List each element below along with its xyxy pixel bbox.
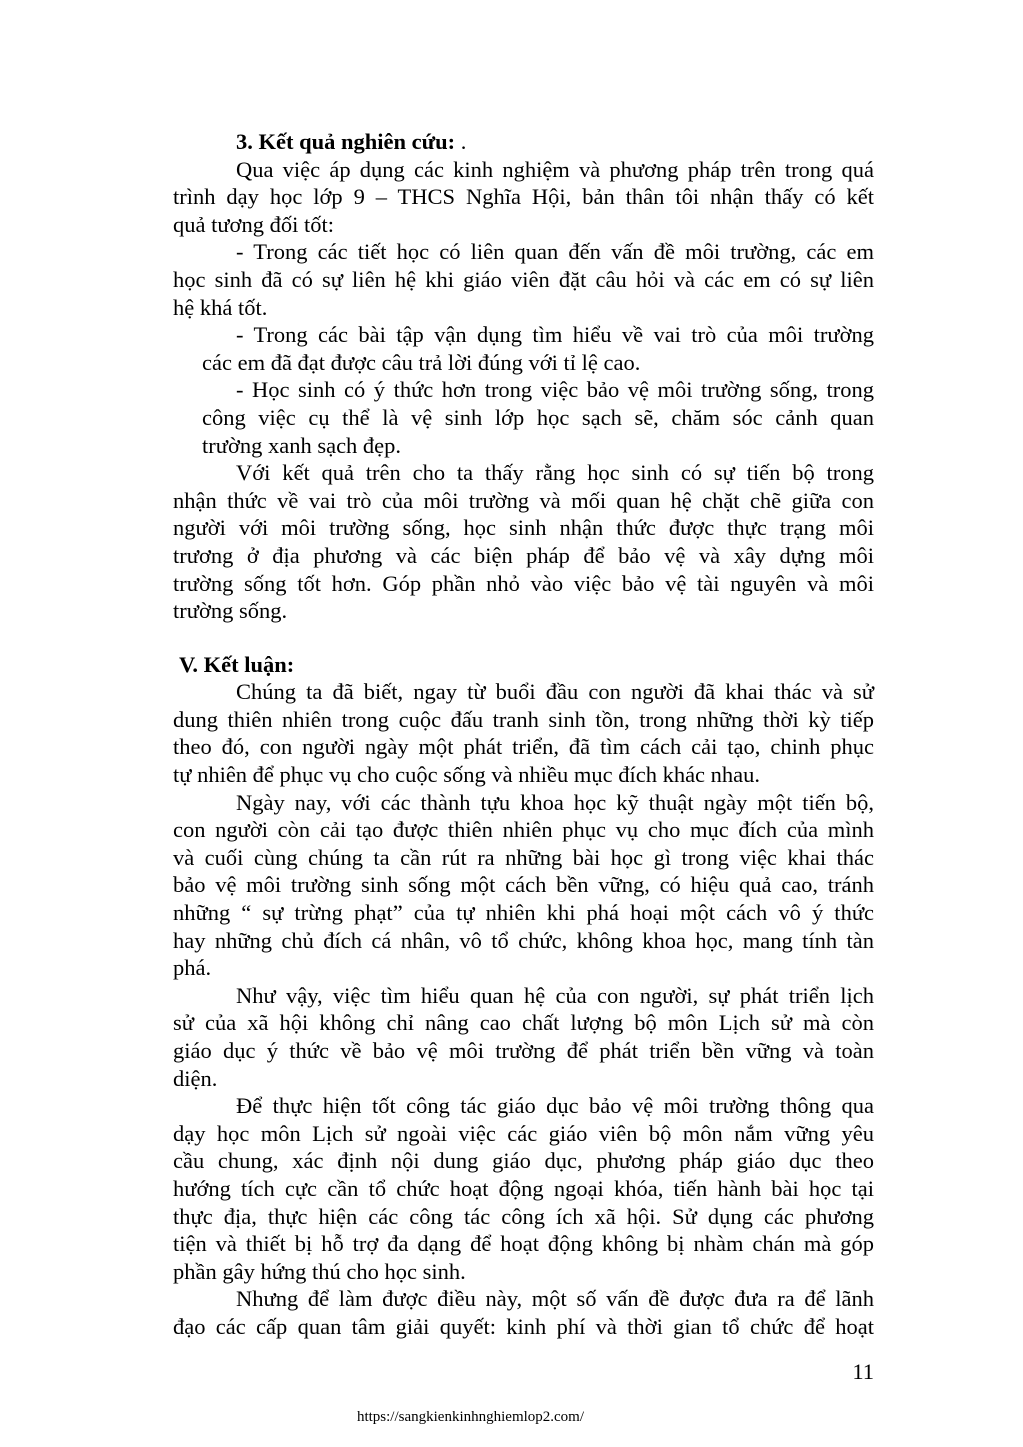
text-line: - Trong các tiết học có liên quan đến vấn đề môi trường, các em	[236, 239, 874, 265]
text-line: sử của xã hội không chỉ nâng cao chất lượng bộ môn Lịch sử mà còn	[173, 1010, 874, 1036]
text-line: theo đó, con người ngày một phát triển, đã tìm cách cải tạo, chinh phục	[173, 734, 874, 760]
section-3-bullet-3	[173, 376, 874, 459]
text-line: hướng tích cực cần tổ chức hoạt động ngoại khóa, tiến hành bài học tại	[173, 1175, 874, 1201]
section-5-paragraph-3	[173, 982, 874, 1092]
text-line: diện.	[173, 1065, 218, 1091]
section-5-paragraph-1	[173, 678, 874, 788]
text-line: hệ khá tốt.	[173, 294, 268, 320]
text-line: bảo vệ môi trường sinh sống một cách bền vững, có hiệu quả cao, tránh	[173, 872, 874, 898]
section-3-paragraph-1	[173, 156, 874, 239]
text-line: Như vậy, việc tìm hiểu quan hệ của con người, sự phát triển lịch	[236, 982, 874, 1008]
text-line: trường xanh sạch đẹp.	[202, 432, 402, 458]
text-line: - Trong các bài tập vận dụng tìm hiểu về vai trò của môi trường	[236, 322, 874, 348]
text-line: trương ở địa phương và các biện pháp để bảo vệ và xây dựng môi	[173, 542, 874, 568]
section-5-heading: V. Kết luận:	[179, 651, 295, 677]
text-line: và cuối cùng chúng ta cần rút ra những bài học gì trong việc khai thác	[173, 844, 874, 870]
text-line: các em đã đạt được câu trả lời đúng với tỉ lệ cao.	[202, 349, 641, 375]
section-5-paragraph-5	[173, 1285, 874, 1340]
section-3-heading-text: 3. Kết quả nghiên cứu:	[236, 129, 456, 154]
footer-url-link[interactable]: https://sangkienkinhnghiemlop2.com/	[356, 1409, 585, 1425]
text-line: người với môi trường sống, học sinh nhận thức được thực trạng môi	[173, 515, 874, 541]
text-line: những “ sự trừng phạt” của tự nhiên khi phá hoại một cách vô ý thức	[173, 900, 874, 926]
section-5-paragraph-2	[173, 789, 874, 982]
text-line: phá.	[173, 955, 212, 981]
text-line: trường sống tốt hơn. Góp phần nhỏ vào việc bảo vệ tài nguyên và môi	[173, 570, 874, 596]
section-3-bullet-2	[173, 321, 874, 376]
document-body	[173, 128, 874, 1341]
section-5-paragraph-4	[173, 1092, 874, 1285]
text-line: dạy học môn Lịch sử ngoài việc các giáo viên bộ môn nắm vững yêu	[173, 1120, 874, 1146]
text-line: hay những chủ đích cá nhân, vô tổ chức, không khoa học, mang tính tàn	[173, 927, 874, 953]
text-line: cầu chung, xác định nội dung giáo dục, phương pháp giáo dục theo	[173, 1148, 874, 1174]
text-line: học sinh đã có sự liên hệ khi giáo viên đặt câu hỏi và các em có sự liên	[173, 266, 874, 292]
text-line: dung thiên nhiên trong cuộc đấu tranh sinh tồn, trong những thời kỳ tiếp	[173, 706, 874, 732]
section-3-heading-tail: .	[455, 129, 467, 154]
page-number: 11	[852, 1359, 874, 1384]
text-line: đạo các cấp quan tâm giải quyết: kinh phí và thời gian tổ chức để hoạt	[173, 1313, 874, 1339]
section-spacer	[173, 625, 874, 651]
text-line: Chúng ta đã biết, ngay từ buổi đầu con người đã khai thác và sử	[236, 679, 874, 705]
section-3-paragraph-2	[173, 459, 874, 625]
text-line: nhận thức về vai trò của môi trường và mối quan hệ chặt chẽ giữa con	[173, 487, 874, 513]
text-line: trình dạy học lớp 9 – THCS Nghĩa Hội, bản thân tôi nhận thấy có kết	[173, 184, 874, 210]
text-line: thực địa, thực hiện các công tác công ích xã hội. Sử dụng các phương	[173, 1203, 874, 1229]
text-line: phần gây hứng thú cho học sinh.	[173, 1258, 466, 1284]
text-line: tiện và thiết bị hỗ trợ đa dạng để hoạt động không bị nhàm chán mà góp	[173, 1231, 874, 1257]
text-line: trường sống.	[173, 598, 288, 624]
text-line: tự nhiên để phục vụ cho cuộc sống và nhiều mục đích khác nhau.	[173, 762, 761, 788]
text-line: công việc cụ thể là vệ sinh lớp học sạch sẽ, chăm sóc cảnh quan	[202, 404, 874, 430]
text-line: Với kết quả trên cho ta thấy rằng học sinh có sự tiến bộ trong	[236, 460, 874, 486]
footer-link-container	[0, 1409, 1023, 1426]
text-line: quả tương đối tốt:	[173, 211, 334, 237]
text-line: Qua việc áp dụng các kinh nghiệm và phương pháp trên trong quá	[236, 156, 874, 182]
text-line: Nhưng để làm được điều này, một số vấn đề được đưa ra để lãnh	[236, 1286, 874, 1312]
text-line: - Học sinh có ý thức hơn trong việc bảo vệ môi trường sống, trong	[236, 377, 874, 403]
section-3-bullet-1	[173, 238, 874, 321]
text-line: giáo dục ý thức về bảo vệ môi trường để phát triển bền vững và toàn	[173, 1038, 874, 1063]
text-line: con người còn cải tạo được thiên nhiên phục vụ cho mục đích của mình	[173, 817, 874, 843]
section-3-heading	[173, 128, 874, 156]
text-line: Ngày nay, với các thành tựu khoa học kỹ thuật ngày một tiến bộ,	[236, 789, 874, 815]
text-line: Để thực hiện tốt công tác giáo dục bảo vệ môi trường thông qua	[236, 1093, 874, 1119]
